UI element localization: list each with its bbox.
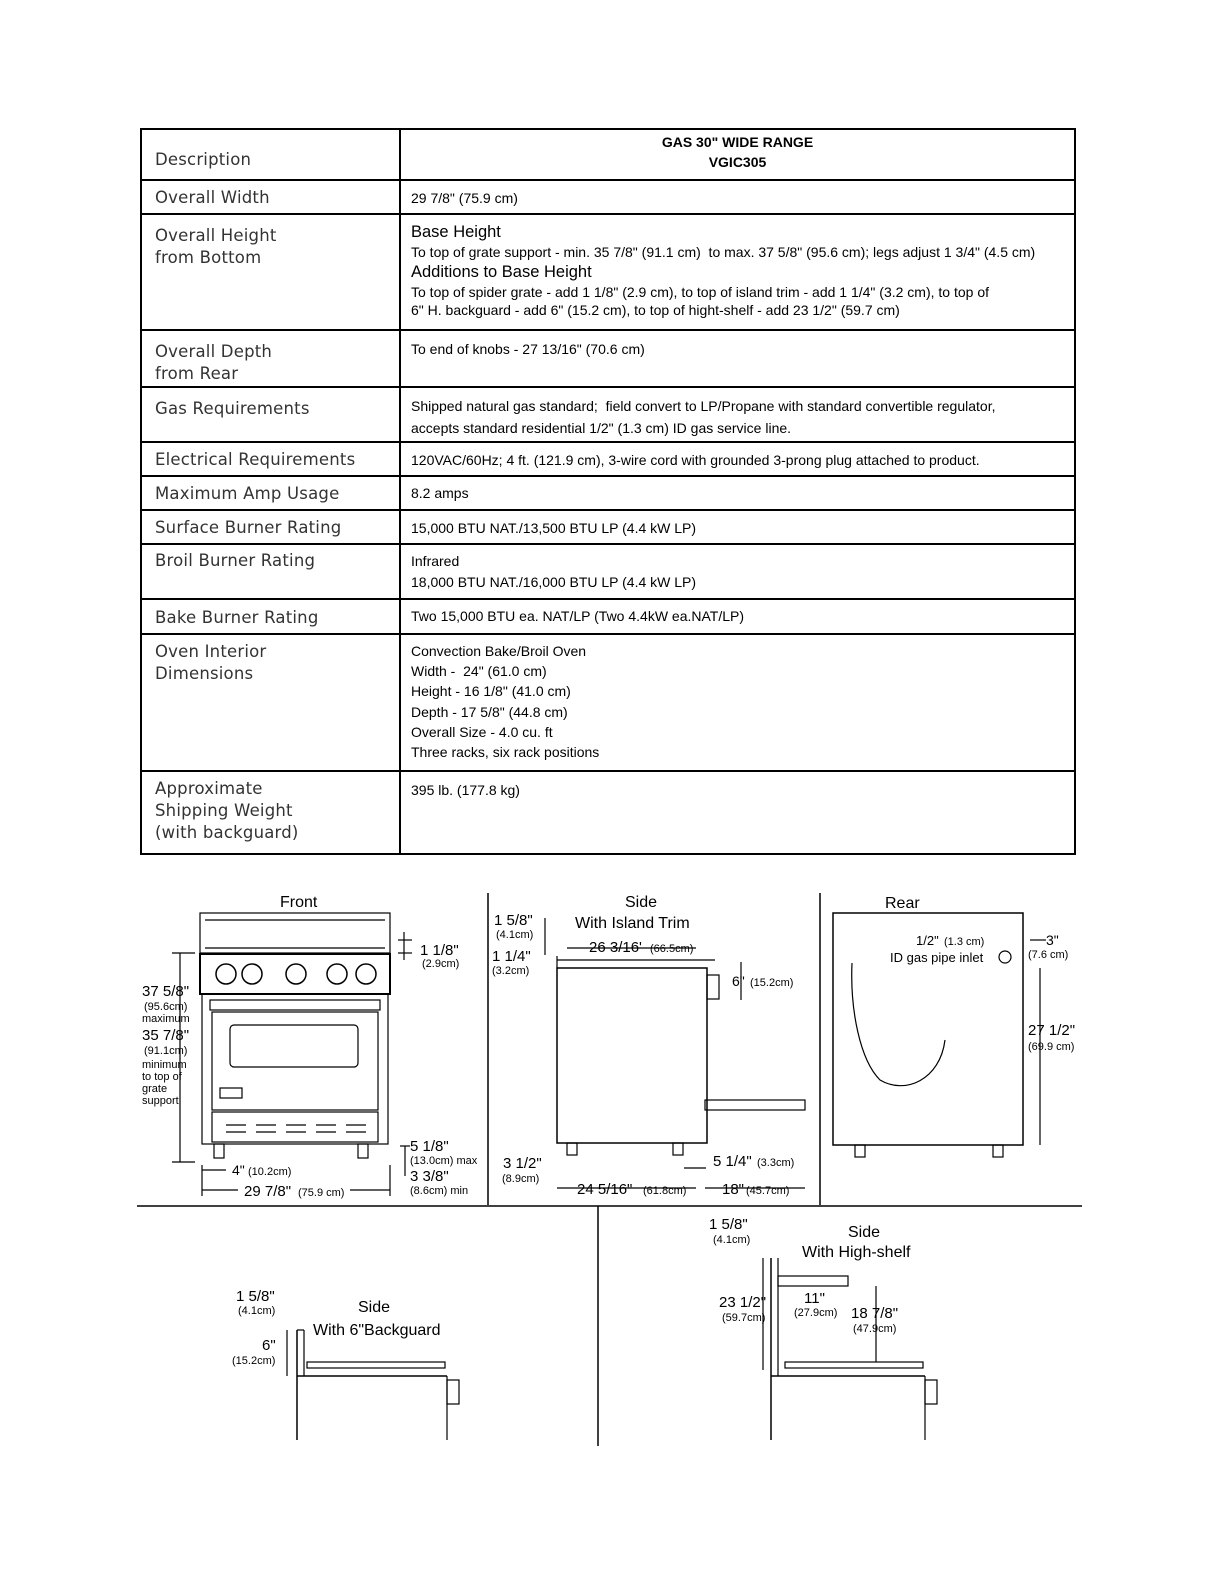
front-legmax-in: 5 1/8" <box>410 1138 449 1155</box>
highshelf-title: Side <box>848 1224 881 1241</box>
base-height-title: Base Height <box>411 223 501 241</box>
trim-leg-in: 3 1/2" <box>503 1155 542 1172</box>
label-electrical: Electrical Requirements <box>141 442 400 476</box>
front-min-word4: support <box>142 1095 179 1107</box>
highshelf-h-in: 23 1/2" <box>719 1294 767 1311</box>
backguard-h-in: 6" <box>262 1337 276 1354</box>
highshelf-a-cm: (4.1cm) <box>713 1234 751 1246</box>
rear-side-in: 3" <box>1046 932 1059 948</box>
side-backguard-drawing <box>287 1330 459 1440</box>
trim-rear-in: 5 1/4" <box>713 1153 752 1170</box>
front-legmin-in: 3 3/8" <box>410 1168 449 1185</box>
rear-title: Rear <box>885 895 920 912</box>
front-min-cm: (91.1cm) <box>144 1045 188 1057</box>
model-title: GAS 30" WIDE RANGE <box>661 134 814 150</box>
trim-leg-cm: (8.9cm) <box>502 1173 540 1185</box>
value-oven: Convection Bake/Broil Oven Width - 24" (61.0 cm) Height - 16 1/8" (41.0 cm) Depth - 17 5/8" (44.8 cm) Overall Size - 4.0 cu. ft Three racks, six rack positions <box>400 634 1075 771</box>
rear-side-cm: (7.6 cm) <box>1028 949 1069 961</box>
rear-pipe-label: ID gas pipe inlet <box>890 950 984 965</box>
backguard-subtitle: With 6"Backguard <box>313 1322 441 1339</box>
value-surface: 15,000 BTU NAT./13,500 BTU LP (4.4 kW LP) <box>400 510 1075 544</box>
highshelf-d-cm: (27.9cm) <box>794 1307 838 1319</box>
label-surface: Surface Burner Rating <box>141 510 400 544</box>
additions-title: Additions to Base Height <box>411 263 592 281</box>
trim-base-cm: (61.8cm) <box>643 1185 687 1197</box>
backguard-h-cm: (15.2cm) <box>232 1355 276 1367</box>
label-gas: Gas Requirements <box>141 387 400 442</box>
trim-depth-in: 26 3/16' <box>589 939 642 956</box>
front-min-in: 35 7/8" <box>142 1027 190 1044</box>
front-min-word1: minimum <box>142 1059 187 1071</box>
front-min-word3: grate <box>142 1083 168 1095</box>
backguard-a-cm: (4.1cm) <box>238 1305 276 1317</box>
trim-door-in: 18" <box>722 1181 745 1198</box>
trim-a-cm: (4.1cm) <box>496 929 534 941</box>
backguard-a-in: 1 5/8" <box>236 1288 275 1305</box>
label-broil: Broil Burner Rating <box>141 544 400 599</box>
label-amp: Maximum Amp Usage <box>141 476 400 510</box>
front-view-drawing <box>172 913 412 1196</box>
value-gas: Shipped natural gas standard; field convert to LP/Propane with standard convertible regulator, accepts standard residential 1/2" (1.3 cm) ID gas service line. <box>400 387 1075 442</box>
label-shipping: Approximate Shipping Weight (with backguard) <box>141 771 400 854</box>
highshelf-d-in: 11" <box>804 1290 825 1307</box>
trim-b-cm: (3.2cm) <box>492 965 530 977</box>
front-leg-cm: (10.2cm) <box>248 1166 292 1178</box>
trim-rear-cm: (3.3cm) <box>757 1157 795 1169</box>
highshelf-h-cm: (59.7cm) <box>722 1312 766 1324</box>
trim-base-in: 24 5/16" <box>577 1181 633 1198</box>
front-legmax-cm: (13.0cm) max <box>410 1155 478 1167</box>
front-max-word: maximum <box>142 1013 190 1025</box>
highshelf-subtitle: With High-shelf <box>802 1244 911 1261</box>
label-oven: Oven Interior Dimensions <box>141 634 400 771</box>
trim-title: Side <box>625 894 658 911</box>
rear-h-in: 27 1/2" <box>1028 1022 1076 1039</box>
trim-door-cm: (45.7cm) <box>746 1185 790 1197</box>
side-highshelf-drawing <box>763 1258 937 1440</box>
front-width-in: 29 7/8" <box>244 1183 292 1200</box>
side-island-trim-drawing <box>545 918 805 1188</box>
label-depth: Overall Depth from Rear <box>141 330 400 387</box>
trim-h-cm: (15.2cm) <box>750 977 794 989</box>
front-legmin-cm: (8.6cm) min <box>410 1185 469 1197</box>
front-grate-cm: (2.9cm) <box>422 958 460 970</box>
front-title: Front <box>280 894 318 911</box>
label-height: Overall Height from Bottom <box>141 214 400 330</box>
highshelf-a-in: 1 5/8" <box>709 1216 748 1233</box>
highshelf-s-in: 18 7/8" <box>851 1305 899 1322</box>
front-leg-in: 4" <box>232 1162 245 1178</box>
highshelf-s-cm: (47.9cm) <box>853 1323 897 1335</box>
value-electrical: 120VAC/60Hz; 4 ft. (121.9 cm), 3-wire cord with grounded 3-prong plug attached to product. <box>400 442 1075 476</box>
front-min-word2: to top of <box>142 1071 182 1083</box>
value-amp: 8.2 amps <box>400 476 1075 510</box>
backguard-title: Side <box>358 1299 391 1316</box>
front-max-in: 37 5/8" <box>142 983 190 1000</box>
trim-subtitle: With Island Trim <box>575 915 690 932</box>
trim-a-in: 1 5/8" <box>494 912 533 929</box>
rear-pipe-cm: (1.3 cm) <box>944 936 985 948</box>
label-width: Overall Width <box>141 180 400 214</box>
rear-pipe-in: 1/2" <box>916 933 939 948</box>
base-height-text: To top of grate support - min. 35 7/8" (91.1 cm) to max. 37 5/8" (95.6 cm); legs adjust 1 3/4" (4.5 cm) <box>411 244 1036 260</box>
model-number: VGIC305 <box>708 154 767 170</box>
front-grate-in: 1 1/8" <box>420 942 459 959</box>
label-description: Description <box>141 129 400 180</box>
value-shipping: 395 lb. (177.8 kg) <box>400 771 1075 854</box>
front-width-cm: (75.9 cm) <box>298 1187 345 1199</box>
trim-b-in: 1 1/4" <box>492 948 531 965</box>
value-broil: Infrared 18,000 BTU NAT./16,000 BTU LP (4.4 kW LP) <box>400 544 1075 599</box>
label-bake: Bake Burner Rating <box>141 599 400 634</box>
front-max-cm: (95.6cm) <box>144 1001 188 1013</box>
rear-h-cm: (69.9 cm) <box>1028 1041 1075 1053</box>
value-bake: Two 15,000 BTU ea. NAT/LP (Two 4.4kW ea.NAT/LP) <box>400 599 1075 634</box>
trim-depth-cm: (66.5cm) <box>650 943 694 955</box>
value-depth: To end of knobs - 27 13/16" (70.6 cm) <box>400 330 1075 387</box>
trim-h-in: 6" <box>732 973 745 989</box>
value-width: 29 7/8" (75.9 cm) <box>400 180 1075 214</box>
additions-text: To top of spider grate - add 1 1/8" (2.9 cm), to top of island trim - add 1 1/4" (3.2 cm), to top of 6" H. backguard - add 6" (15.2 cm), to top of hight-shelf - add 23 1/2" (59.7 cm) <box>411 284 989 318</box>
